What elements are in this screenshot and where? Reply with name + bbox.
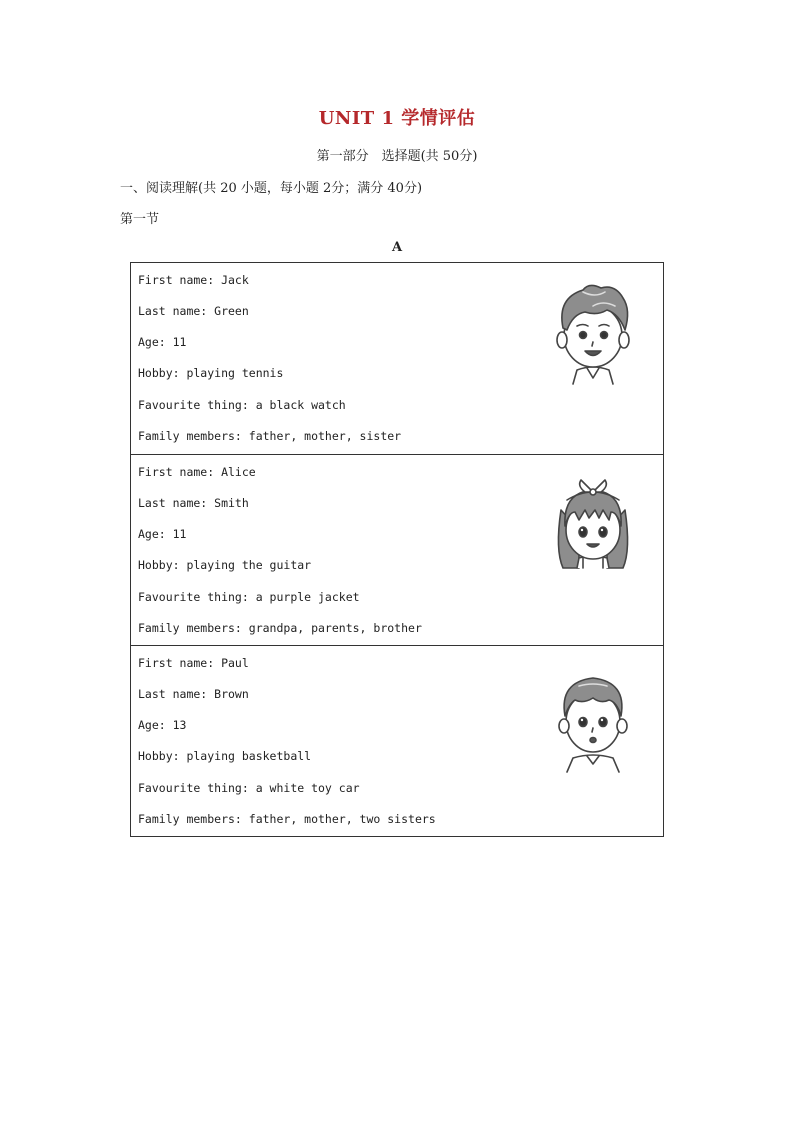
first-name: First name: Alice — [138, 465, 256, 479]
first-name: First name: Paul — [138, 656, 249, 670]
profile-card-jack — [131, 263, 663, 454]
boy-avatar-spiky-hair-icon — [543, 278, 643, 388]
section-heading: 一、阅读理解(共 20 小题，每小题 2分；满分 40分) — [120, 181, 423, 196]
girl-avatar-bow-icon — [543, 470, 643, 580]
boy-avatar-bowl-cut-icon — [543, 664, 643, 774]
favourite-thing: Favourite thing: a black watch — [138, 398, 346, 412]
profile-card-alice — [131, 454, 663, 645]
subsection-heading: 第一节 — [120, 212, 160, 227]
family-members: Family members: father, mother, sister — [138, 429, 402, 443]
profile-card-table — [130, 262, 664, 837]
part-subtitle: 第一部分 选择题(共 50分) — [316, 149, 478, 164]
favourite-thing: Favourite thing: a white toy car — [138, 781, 360, 795]
last-name: Last name: Green — [138, 304, 249, 318]
last-name: Last name: Brown — [138, 687, 249, 701]
hobby: Hobby: playing the guitar — [138, 558, 312, 572]
profile-card-paul — [131, 645, 663, 836]
family-members: Family members: grandpa, parents, brother — [138, 621, 422, 635]
last-name: Last name: Smith — [138, 496, 249, 510]
page-title: UNIT 1 学情评估 — [318, 108, 476, 129]
age: Age: 13 — [138, 718, 187, 732]
passage-label: A — [391, 240, 403, 255]
hobby: Hobby: playing tennis — [138, 366, 284, 380]
age: Age: 11 — [138, 335, 187, 349]
first-name: First name: Jack — [138, 273, 249, 287]
hobby: Hobby: playing basketball — [138, 749, 312, 763]
age: Age: 11 — [138, 527, 187, 541]
favourite-thing: Favourite thing: a purple jacket — [138, 590, 360, 604]
family-members: Family members: father, mother, two sisters — [138, 812, 436, 826]
